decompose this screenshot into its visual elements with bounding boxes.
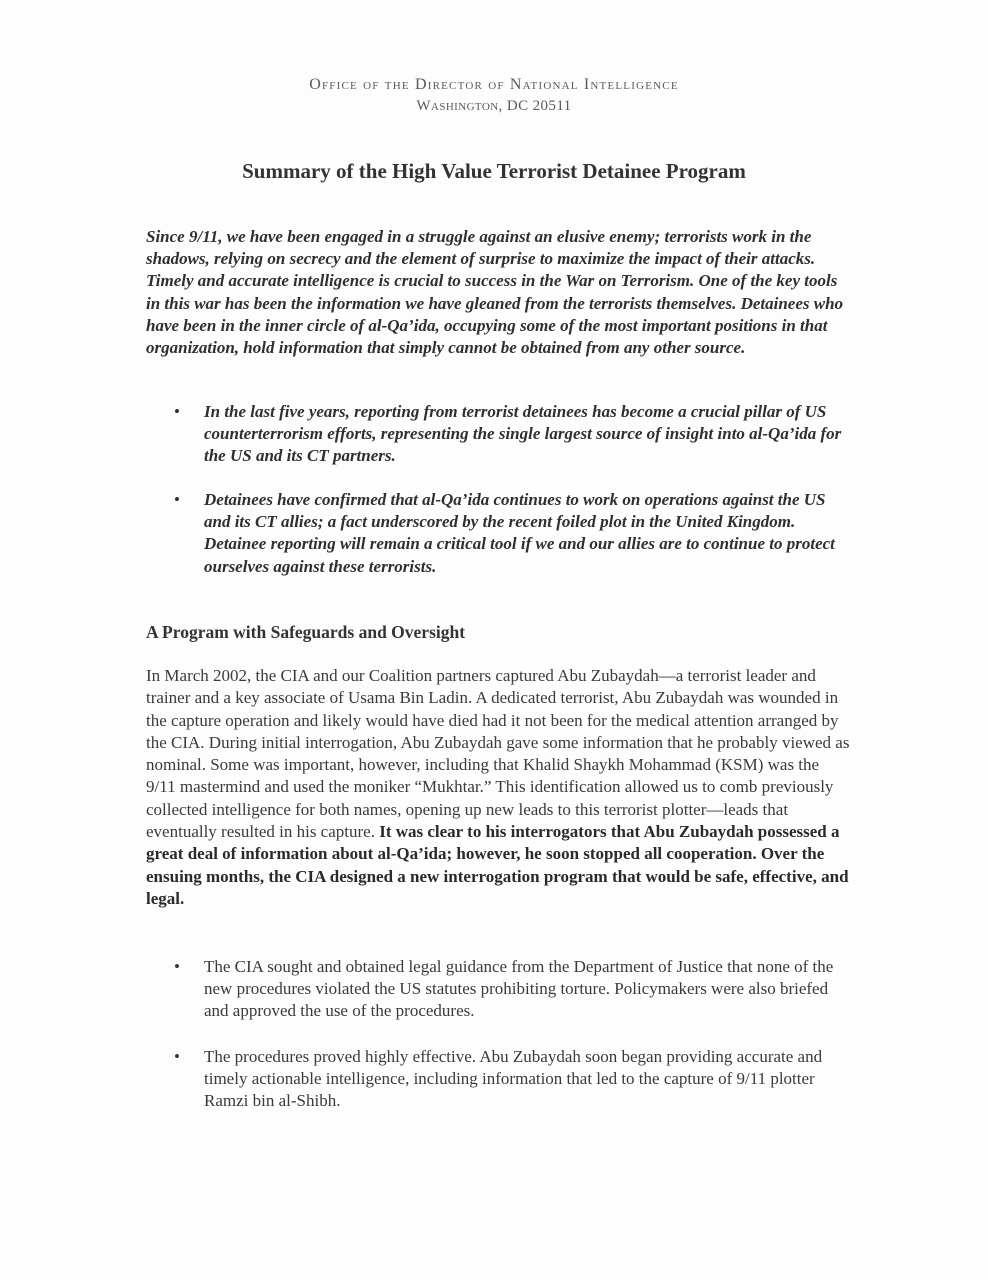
list-item (146, 401, 846, 468)
bullet-icon: • (174, 957, 180, 976)
section-bullet-list-1 (146, 956, 846, 1023)
letterhead (0, 74, 988, 116)
letterhead-office: Office of the Director of National Intelligence (309, 76, 679, 93)
bullet-icon: • (174, 490, 180, 509)
list-item (146, 1046, 846, 1113)
section-bullet-list-2 (146, 1046, 846, 1113)
bullet-text: The procedures proved highly effective. Abu Zubaydah soon began providing accurate and timely actionable intelligence, including information that led to the capture of 9/11 plotter Ramzi bin al-Shibh. (204, 1047, 823, 1111)
bullet-icon: • (174, 402, 180, 421)
body-paragraph (146, 665, 852, 910)
document-title: Summary of the High Value Terrorist Detainee Program (242, 159, 746, 183)
body-paragraph-emphasis: It was clear to his interrogators that Abu Zubaydah possessed a great deal of information about al-Qa’ida; however, he soon stopped all cooperation. Over the ensuing months, the CIA designed a new interrogation program that would be safe, effective, and legal. (146, 822, 849, 908)
bullet-text: Detainees have confirmed that al-Qa’ida continues to work on operations against the US and its CT allies; a fact underscored by the recent foiled plot in the United Kingdom. Detainee reporting will remain a critical tool if we and our allies are to continue to protect ourselves against these terrorists. (204, 490, 835, 576)
intro-bullet-list-2 (146, 489, 846, 578)
list-item (146, 956, 846, 1023)
bullet-text: The CIA sought and obtained legal guidance from the Department of Justice that none of the new procedures violated the US statutes prohibiting torture. Policymakers were also briefed and approved the use of the procedures. (204, 957, 834, 1021)
body-paragraph-text: In March 2002, the CIA and our Coalition partners captured Abu Zubaydah—a terrorist leader and trainer and a key associate of Usama Bin Ladin. A dedicated terrorist, Abu Zubaydah was wounded in the capture operation and likely would have died had it not been for the medical attention arranged by the CIA. During initial interrogation, Abu Zubaydah gave some information that he probably viewed as nominal. Some was important, however, including that Khalid Shaykh Mohammad (KSM) was the 9/11 mastermind and used the moniker “Mukhtar.” This identification allowed us to comb previously collected intelligence for both names, opening up new leads to this terrorist plotter—leads that eventually resulted in his capture. (146, 666, 850, 842)
intro-paragraph: Since 9/11, we have been engaged in a struggle against an elusive enemy; terrorists work in the shadows, relying on secrecy and the element of surprise to maximize the impact of their attacks. Timely and accurate intelligence is crucial to success in the War on Terrorism. One of the key tools in this war has been the information we have gleaned from the terrorists themselves. Detainees who have been in the inner circle of al-Qa’ida, occupying some of the most important positions in that organization, hold information that simply cannot be obtained from any other source. (146, 227, 844, 358)
letterhead-address: Washington, DC 20511 (416, 98, 572, 114)
list-item (146, 489, 846, 578)
intro-bullet-list-1 (146, 401, 846, 468)
bullet-text: In the last five years, reporting from terrorist detainees has become a crucial pillar of US counterterrorism efforts, representing the single largest source of insight into al-Qa’ida for the US and its CT partners. (204, 402, 842, 466)
section-heading: A Program with Safeguards and Oversight (146, 622, 466, 642)
bullet-icon: • (174, 1047, 180, 1066)
